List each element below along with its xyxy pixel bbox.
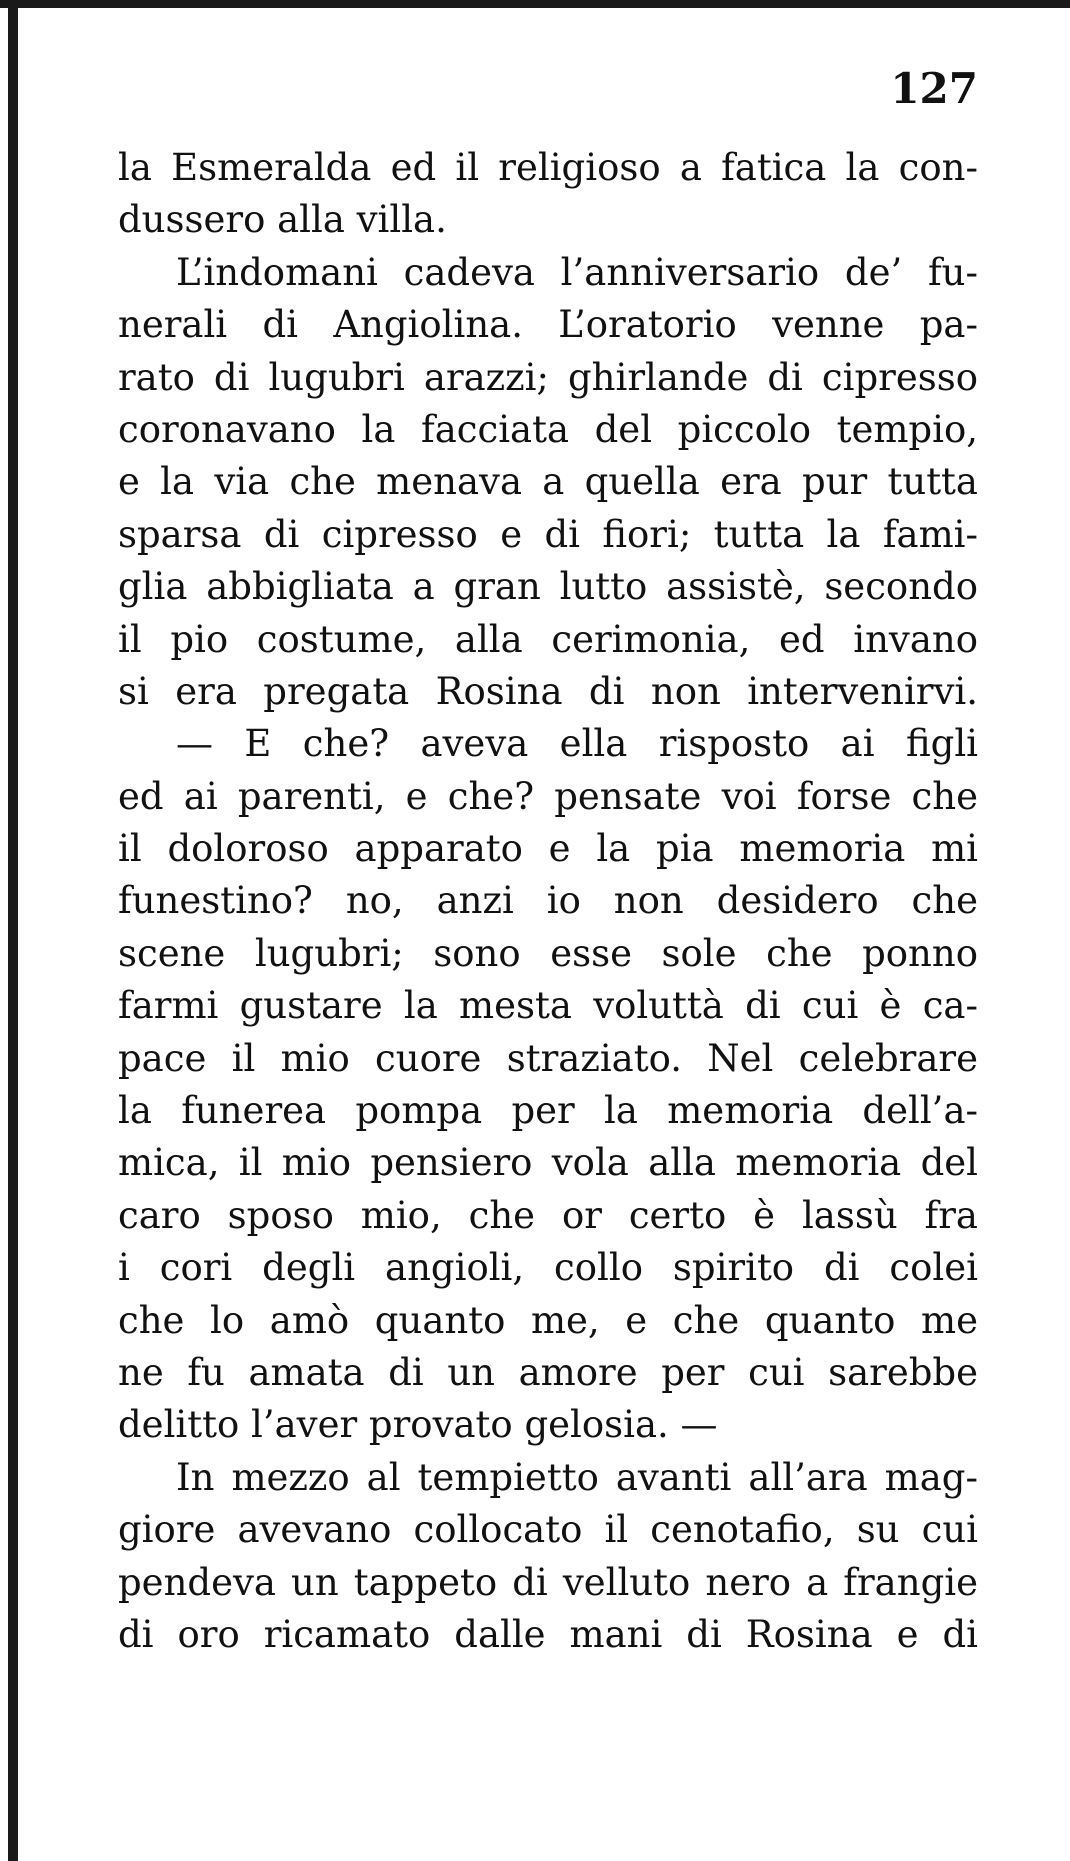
text-line: glia abbigliata a gran lutto assistè, secondo [118,565,978,609]
text-line: ne fu amata di un amore per cui sarebbe [118,1350,978,1394]
text-line: pace il mio cuore straziato. Nel celebrare [118,1036,978,1080]
text-line: il doloroso apparato e la pia memoria mi [118,827,978,871]
text-line: farmi gustare la mesta voluttà di cui è ca- [118,984,978,1028]
text-line: coronavano la facciata del piccolo tempio, [118,407,978,451]
page-text [118,142,978,1661]
text-line: In mezzo al tempietto avanti all’ara mag- [176,1455,978,1499]
text-line: delitto l’aver provato gelosia. — [118,1403,718,1447]
text-line: giore avevano collocato il cenotafio, su cui [118,1508,978,1552]
text-line: dussero alla villa. [118,198,447,242]
text-line: funestino? no, anzi io non desidero che [118,879,978,923]
text-line: la Esmeralda ed il religioso a fatica la con- [118,146,978,189]
text-line: nerali di Angiolina. L’oratorio venne pa- [118,303,978,347]
page-left-border [8,0,18,1861]
text-line: mica, il mio pensiero vola alla memoria del [118,1141,978,1185]
text-line: di oro ricamato dalle mani di Rosina e di [118,1612,978,1656]
text-line: che lo amò quanto me, e che quanto me [118,1298,978,1342]
text-line: pendeva un tappeto di velluto nero a frangie [118,1560,978,1604]
text-line: rato di lugubri arazzi; ghirlande di cipresso [118,355,978,399]
text-line: la funerea pompa per la memoria dell’a- [118,1089,978,1133]
text-line: sparsa di cipresso e di fiori; tutta la fami- [118,512,978,556]
text-line: si era pregata Rosina di non intervenirvi. [118,669,978,713]
text-line: i cori degli angioli, collo spirito di colei [118,1246,978,1290]
text-line: e la via che menava a quella era pur tutta [118,460,978,504]
text-line: scene lugubri; sono esse sole che ponno [118,931,978,975]
text-line: — E che? aveva ella risposto ai figli [176,722,978,766]
page-number: 127 [890,64,978,113]
text-line: il pio costume, alla cerimonia, ed invano [118,617,978,661]
text-line: ed ai parenti, e che? pensate voi forse che [118,774,978,818]
page-top-border [0,0,1070,8]
text-line: caro sposo mio, che or certo è lassù fra [118,1193,978,1237]
text-line: L’indomani cadeva l’anniversario de’ fu- [176,250,978,294]
